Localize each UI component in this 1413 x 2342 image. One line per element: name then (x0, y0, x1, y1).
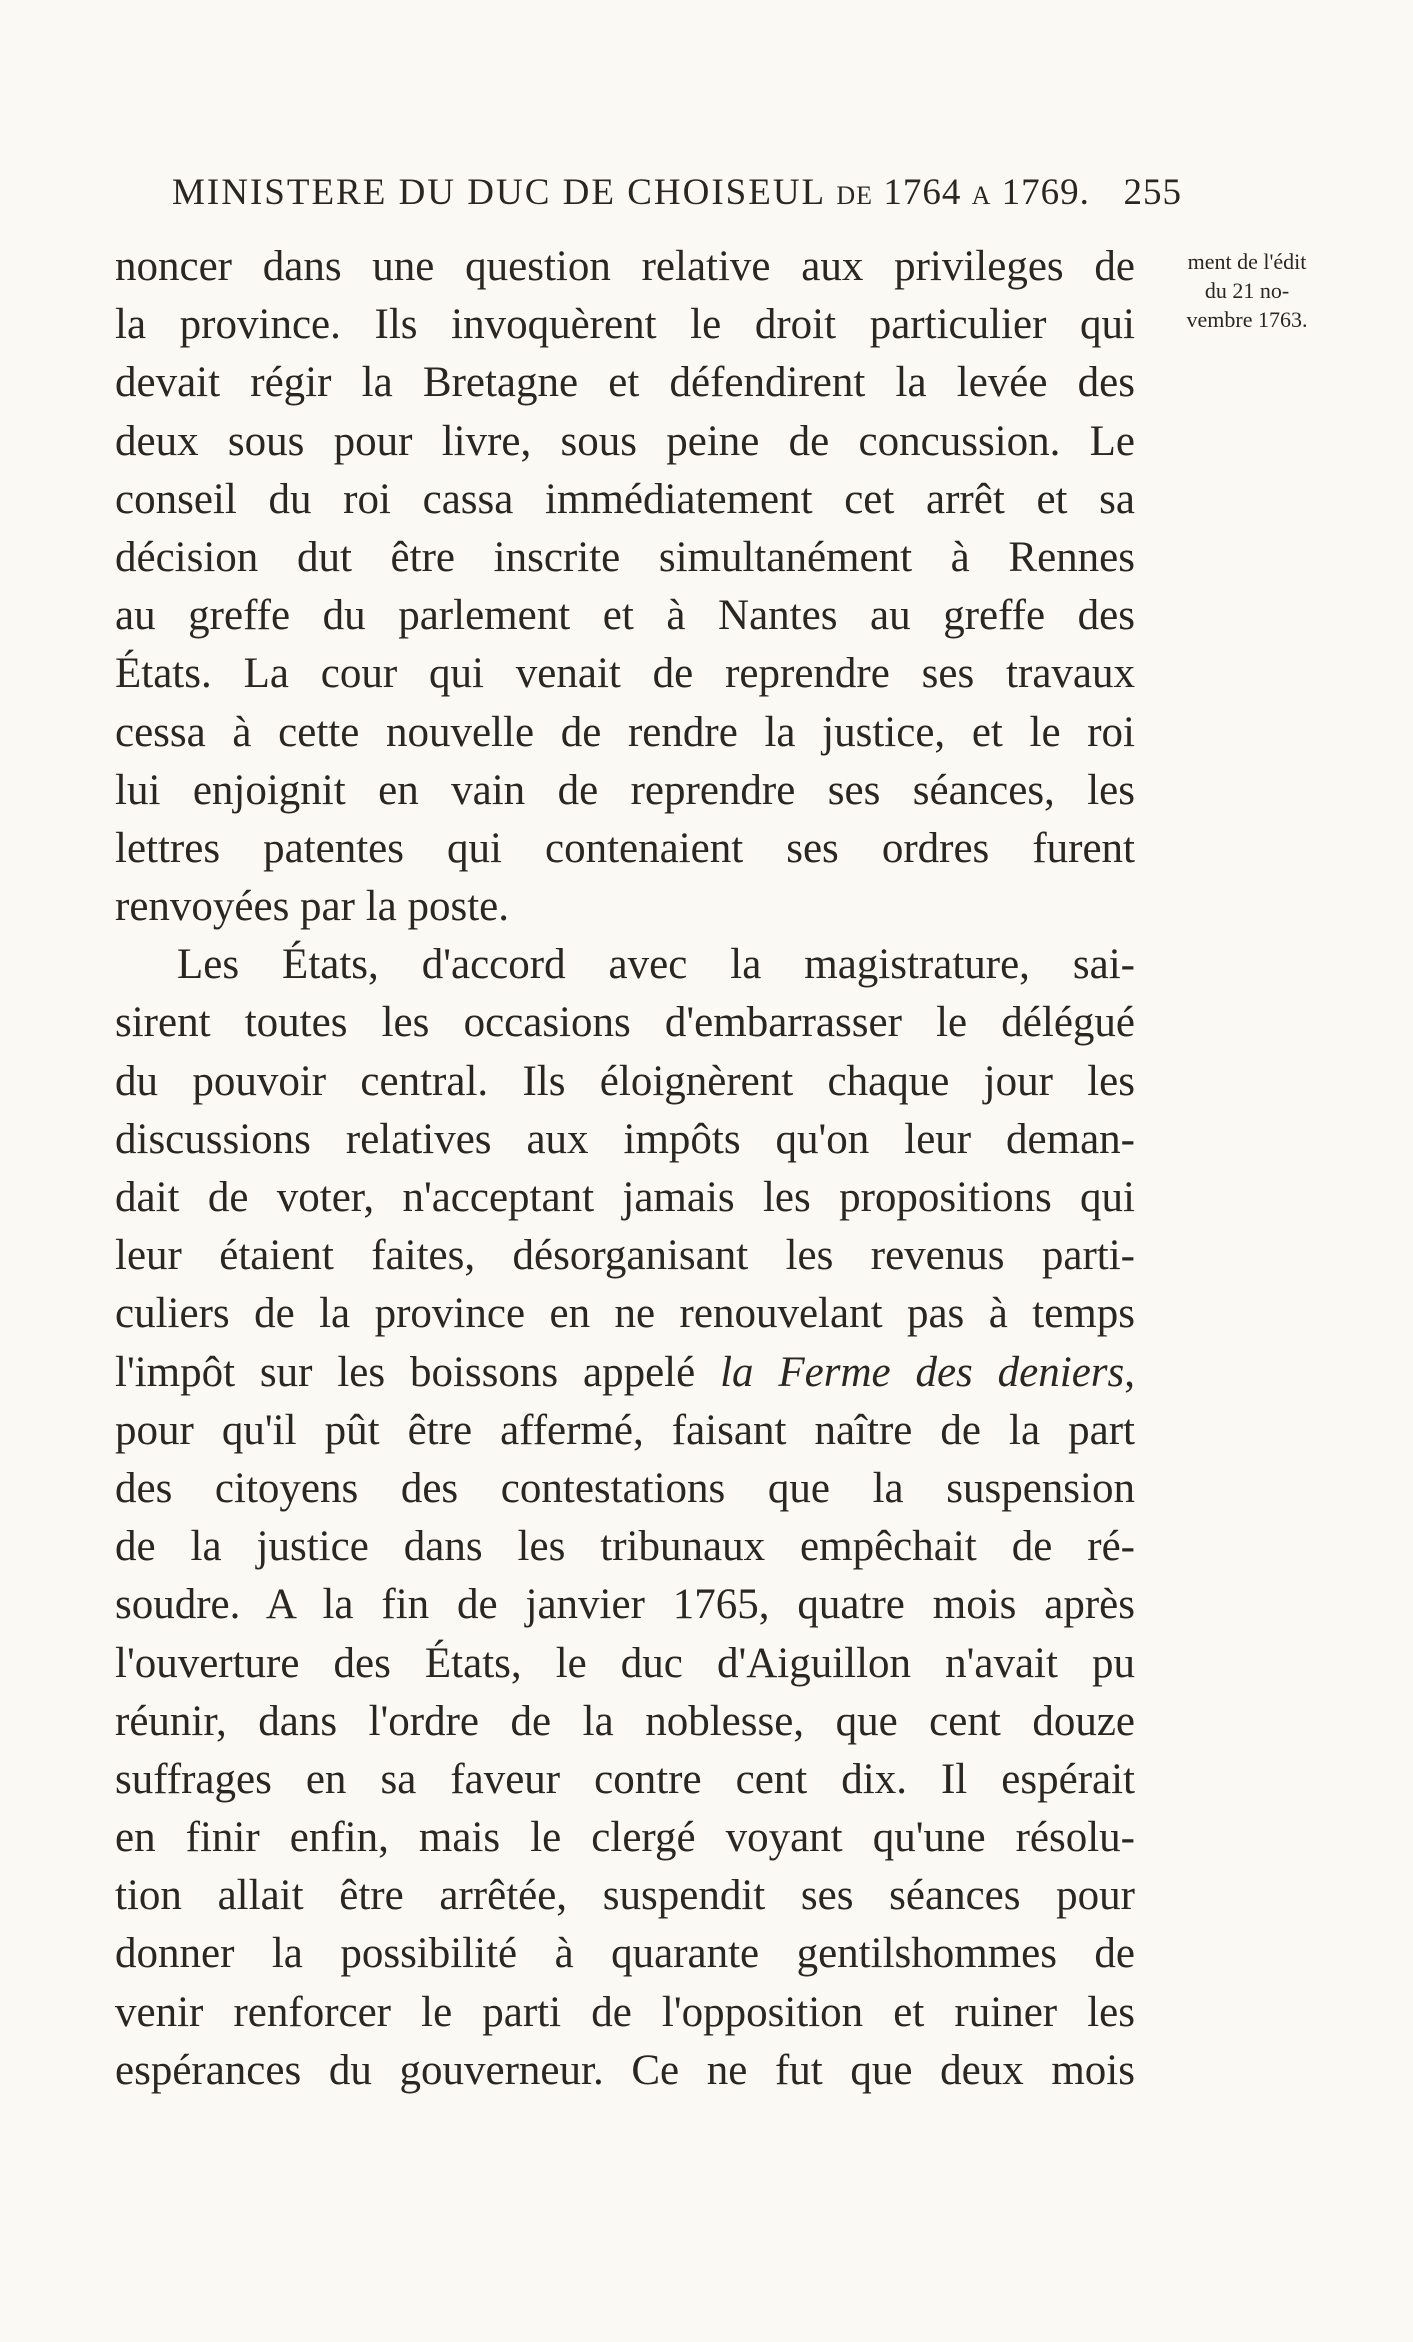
text-line: la province. Ils invoquèrent le droit particulier qui (115, 301, 1135, 349)
text-line: noncer dans une question relative aux privileges de (115, 243, 1135, 290)
text-line: leur étaient faites, désorganisant les revenus parti- (115, 1232, 1135, 1280)
text-line: décision dut être inscrite simultanément à Rennes (115, 533, 1135, 581)
page-number: 255 (1123, 172, 1182, 213)
text-line: pour qu'il pût être affermé, faisant naître de la part (115, 1406, 1135, 1454)
running-head-year-end: 1769. (1001, 172, 1090, 213)
margin-note-line: ment de l'édit (1187, 249, 1307, 274)
text-line: suffrages en sa faveur contre cent dix. Il espérait (115, 1755, 1135, 1803)
text-line: tion allait être arrêtée, suspendit ses séances pour (115, 1872, 1135, 1920)
text-line: donner la possibilité à quarante gentilshommes de (115, 1930, 1135, 1978)
text-segment: l'impôt sur les boissons appelé (115, 1348, 696, 1396)
margin-note-line: vembre 1763. (1186, 307, 1308, 332)
text-line: dait de voter, n'acceptant jamais les propositions qui (115, 1174, 1135, 1221)
running-head-year-start: 1764 (883, 172, 962, 213)
running-head-title: MINISTERE DU DUC DE CHOISEUL (172, 172, 827, 213)
text-line: deux sous pour livre, sous peine de concussion. Le (115, 417, 1135, 465)
text-line: au greffe du parlement et à Nantes au greffe des (115, 592, 1135, 640)
text-line: de la justice dans les tribunaux empêchait de ré- (115, 1523, 1135, 1571)
text-segment: , (1124, 1348, 1135, 1396)
text-line: lettres patentes qui contenaient ses ordres furent (115, 824, 1135, 872)
text-line: sirent toutes les occasions d'embarrasser le délégué (115, 999, 1135, 1047)
body-text (115, 238, 1135, 2100)
text-line: réunir, dans l'ordre de la noblesse, que cent douze (115, 1697, 1135, 1745)
running-head-de: DE (836, 181, 874, 210)
text-line: lui enjoignit en vain de reprendre ses séances, les (115, 766, 1135, 814)
text-line: venir renforcer le parti de l'opposition et ruiner les (115, 1988, 1135, 2036)
text-line-with-italic (115, 1344, 1135, 1402)
text-line: cessa à cette nouvelle de rendre la justice, et le roi (115, 708, 1135, 756)
margin-note-line: du 21 no- (1204, 278, 1290, 303)
text-line: l'ouverture des États, le duc d'Aiguillon n'avait pu (115, 1639, 1135, 1687)
running-head (172, 168, 1182, 218)
text-line: discussions relatives aux impôts qu'on leur deman- (115, 1115, 1135, 1163)
italic-phrase: la Ferme des deniers (720, 1348, 1125, 1396)
text-line: en finir enfin, mais le clergé voyant qu'une résolu- (115, 1814, 1135, 1862)
text-line: soudre. A la fin de janvier 1765, quatre mois après (115, 1581, 1135, 1629)
text-line: devait régir la Bretagne et défendirent la levée des (115, 359, 1135, 407)
text-line: des citoyens des contestations que la suspension (115, 1464, 1135, 1512)
text-line: du pouvoir central. Ils éloignèrent chaque jour les (115, 1057, 1135, 1105)
text-line: espérances du gouverneur. Ce ne fut que deux mois (115, 2046, 1135, 2094)
text-line: renvoyées par la poste. (115, 883, 510, 931)
text-line: culiers de la province en ne renouvelant pas à temps (115, 1290, 1135, 1338)
margin-note (1152, 247, 1342, 334)
text-line: conseil du roi cassa immédiatement cet arrêt et sa (115, 475, 1135, 523)
running-head-a: A (971, 181, 992, 210)
text-line: États. La cour qui venait de reprendre ses travaux (115, 650, 1135, 698)
text-line: Les États, d'accord avec la magistrature, sai- (177, 941, 1135, 989)
